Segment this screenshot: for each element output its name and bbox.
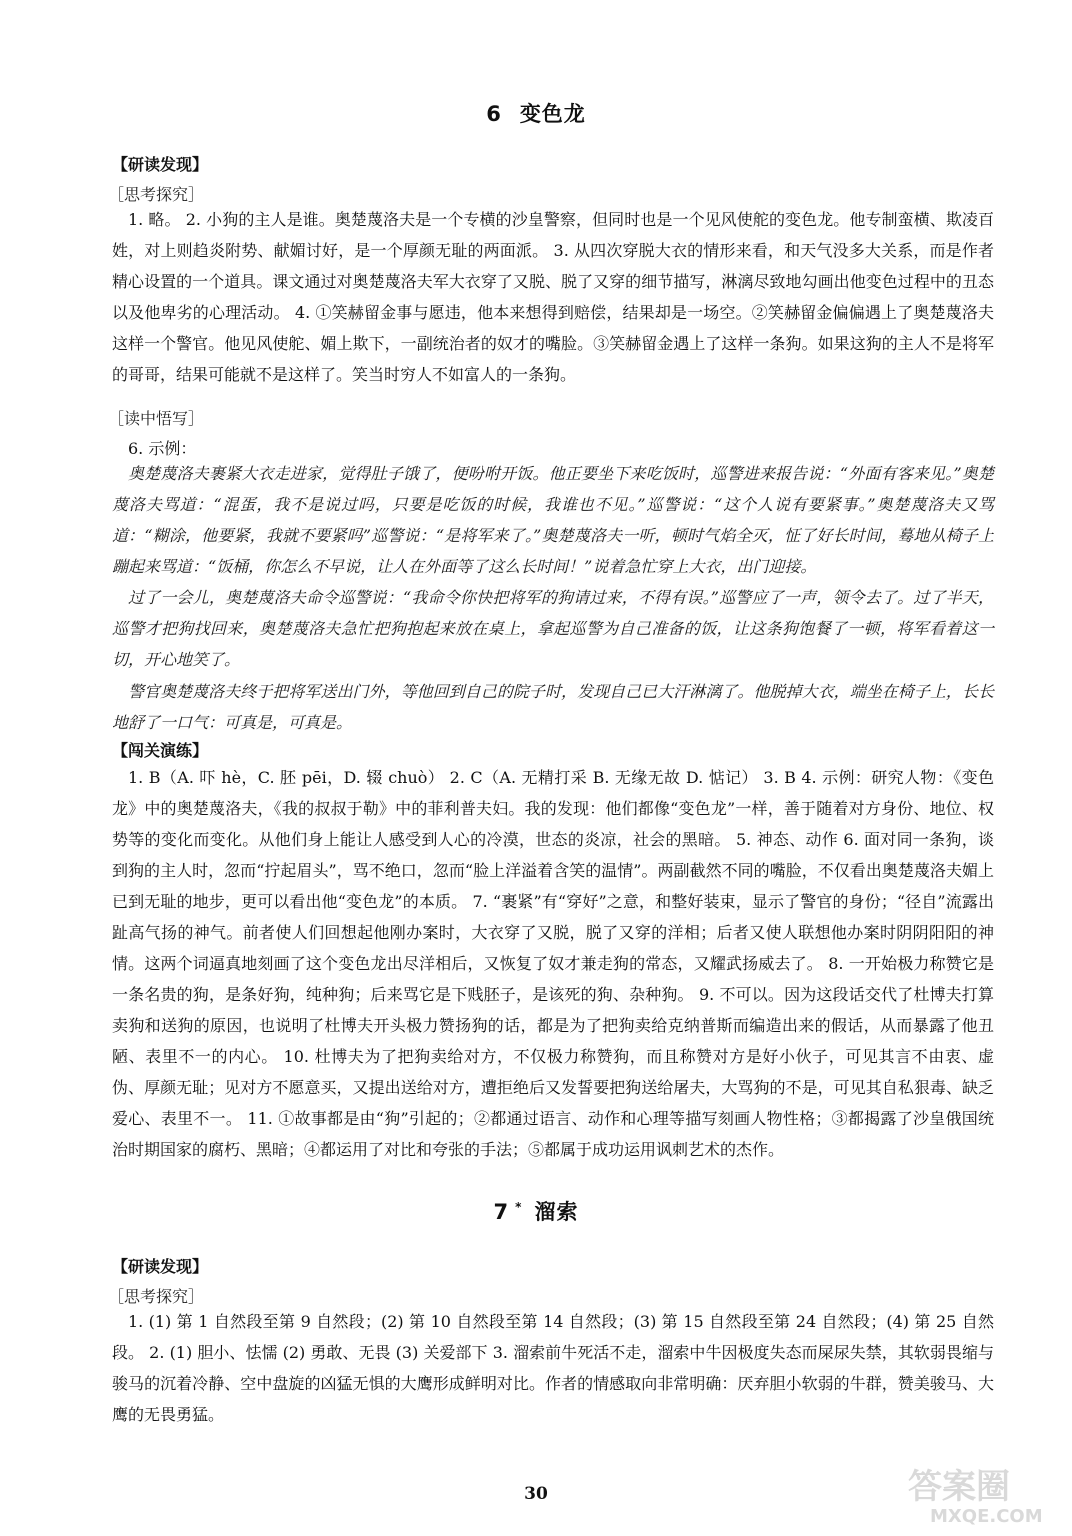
- lesson-6-think-subheading: ［思考探究］: [108, 185, 205, 204]
- lesson-6-number: 6: [486, 102, 502, 126]
- lesson-6-example-label: 6. 示例：: [128, 439, 197, 458]
- lesson-6-read-write-subheading: ［读中悟写］: [108, 409, 205, 428]
- lesson-6-title: [0, 98, 1072, 128]
- lesson-6-drill-answers: 1. B（A. 吓 hè，C. 胚 pēi，D. 辍 chuò） 2. C（A. 无精打采 B. 无缘无故 D. 惦记） 3. B 4. 示例：研究人物：《变色龙》中的奥楚蔑洛夫，《我的叔叔于勒》中的菲利普夫妇。我的发现：他们都像“变色龙”一样，善于随着对方身份、地位、权势等的变化而变化。从他们身上能让人感受到人心的冷漠，世态的炎凉，社会的黑暗。 5. 神态、动作 6. 面对同一条狗，谈到狗的主人时，忽而“拧起眉头”，骂不绝口，忽而“脸上洋溢着含笑的温情”。两副截然不同的嘴脸，不仅看出奥楚蔑洛夫媚上已到无耻的地步，更可以看出他“变色龙”的本质。 7. “裹紧”有“穿好”之意，和整好装束，显示了警官的身份；“径自”流露出趾高气扬的神气。前者使人们回想起他刚办案时，大衣穿了又脱，脱了又穿的洋相；后者又使人联想他办案时阴阴阳阳的神情。这两个词逼真地刻画了这个变色龙出尽洋相后，又恢复了奴才兼走狗的常态，又耀武扬威去了。 8. 一开始极力称赞它是一条名贵的狗，是条好狗，纯种狗；后来骂它是下贱胚子，是该死的狗、杂种狗。 9. 不可以。因为这段话交代了杜博夫打算卖狗和送狗的原因，也说明了杜博夫开头极力赞扬狗的话，都是为了把狗卖给克纳普斯而编造出来的假话，从而暴露了他丑陋、表里不一的内心。 10. 杜博夫为了把狗卖给对方，不仅极力称赞狗，而且称赞对方是好小伙子，可见其言不由衷、虚伪、厚颜无耻；见对方不愿意买，又提出送给对方，遭拒绝后又发誓要把狗送给屠夫，大骂狗的不是，可见其自私狠毒、缺乏爱心、表里不一。 11. ①故事都是由“狗”引起的；②都通过语言、动作和心理等描写刻画人物性格；③都揭露了沙皇俄国统治时期国家的腐朽、黑暗；④都运用了对比和夸张的手法；⑤都属于成功运用讽刺艺术的杰作。: [112, 768, 994, 1159]
- watermark-line2: MXQE.COM: [930, 1506, 1043, 1527]
- lesson-6-sample-paragraph-3: 警官奥楚蔑洛夫终于把将军送出门外，等他回到自己的院子时，发现自己已大汗淋漓了。他脱掉大衣，端坐在椅子上，长长地舒了一口气：可真是，可真是。: [112, 682, 994, 732]
- lesson-7-title-text: 溜索: [534, 1200, 579, 1224]
- lesson-7-title: [0, 1196, 1072, 1226]
- lesson-6-drill-heading: 【闯关演练】: [112, 741, 209, 760]
- watermark-graphic: [900, 1458, 1065, 1528]
- lesson-6-research-heading: 【研读发现】: [112, 155, 209, 174]
- lesson-6-think-answers: 1. 略。 2. 小狗的主人是谁。奥楚蔑洛夫是一个专横的沙皇警察，但同时也是一个见风使舵的变色龙。他专制蛮横、欺凌百姓，对上则趋炎附势、献媚讨好，是一个厚颜无耻的两面派。 3. 从四次穿脱大衣的情形来看，和天气没多大关系，而是作者精心设置的一个道具。课文通过对奥楚蔑洛夫军大衣穿了又脱、脱了又穿的细节描写，淋漓尽致地勾画出他变色过程中的丑态以及他卑劣的心理活动。 4. ①笑赫留金事与愿违，他本来想得到赔偿，结果却是一场空。②笑赫留金偏偏遇上了奥楚蔑洛夫这样一个警官。他见风使舵、媚上欺下，一副统治者的奴才的嘴脸。③笑赫留金遇上了这样一条狗。如果这狗的主人不是将军的哥哥，结果可能就不是这样了。笑当时穷人不如富人的一条狗。: [112, 210, 994, 384]
- lesson-7-star-mark: *: [515, 1200, 523, 1214]
- lesson-6-sample-paragraph-2: 过了一会儿，奥楚蔑洛夫命令巡警说：“我命令你快把将军的狗请过来，不得有误。”巡警应了一声，领令去了。过了半天，巡警才把狗找回来，奥楚蔑洛夫急忙把狗抱起来放在桌上，拿起巡警为自己准备的饭，让这条狗饱餐了一顿，将军看着这一切，开心地笑了。: [112, 588, 994, 669]
- lesson-6-title-text: 变色龙: [519, 102, 586, 126]
- lesson-6-sample-paragraph-1: 奥楚蔑洛夫裹紧大衣走进家，觉得肚子饿了，便吩咐开饭。他正要坐下来吃饭时，巡警进来报告说：“外面有客来见。”奥楚蔑洛夫骂道：“混蛋，我不是说过吗，只要是吃饭的时候，我谁也不见。”巡警说：“这个人说有要紧事。”奥楚蔑洛夫又骂道：“糊涂，他要紧，我就不要紧吗”巡警说：“是将军来了。”奥楚蔑洛夫一听，顿时气焰全灭，怔了好长时间，蓦地从椅子上蹦起来骂道：“饭桶，你怎么不早说，让人在外面等了这么长时间！”说着急忙穿上大衣，出门迎接。: [112, 464, 994, 576]
- lesson-7-think-subheading: ［思考探究］: [108, 1287, 205, 1306]
- lesson-7-think-answers: 1. (1) 第 1 自然段至第 9 自然段；(2) 第 10 自然段至第 14 自然段；(3) 第 15 自然段至第 24 自然段；(4) 第 25 自然段。 2. (1) 胆小、怯懦 (2) 勇敢、无畏 (3) 关爱部下 3. 溜索前牛死活不走，溜索中牛因极度失态而屎尿失禁，其软弱畏缩与骏马的沉着冷静、空中盘旋的凶猛无惧的大鹰形成鲜明对比。作者的情感取向非常明确：厌弃胆小软弱的牛群，赞美骏马、大鹰的无畏勇猛。: [112, 1312, 994, 1424]
- watermark-logo: [900, 1458, 1065, 1528]
- lesson-7-number: 7: [493, 1200, 510, 1224]
- lesson-7-research-heading: 【研读发现】: [112, 1257, 209, 1276]
- watermark-line1: 答案圈: [908, 1467, 1010, 1507]
- page-number: 30: [524, 1484, 548, 1504]
